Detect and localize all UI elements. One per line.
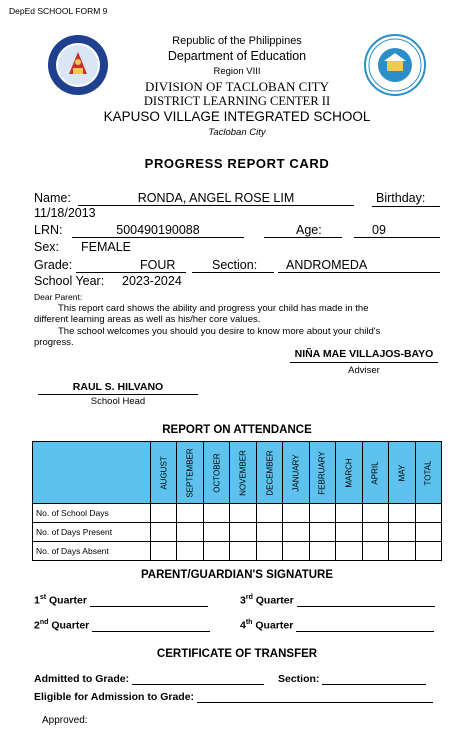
transfer-section-line[interactable] (322, 684, 426, 685)
table-row (33, 523, 442, 542)
month-label: NOVEMBER (238, 449, 248, 496)
transfer-heading: CERTIFICATE OF TRANSFER (156, 648, 318, 660)
q4-suffix: th (245, 619, 253, 626)
table-cell[interactable] (283, 542, 309, 561)
transfer-section-row (278, 673, 426, 685)
department-text: Department of Education (167, 49, 307, 63)
birthday-label: Birthday: (376, 191, 426, 205)
q3-number: 3 (240, 594, 246, 607)
table-row (33, 542, 442, 561)
month-header (203, 442, 229, 504)
table-cell[interactable] (256, 523, 282, 542)
approved-label: Approved: (42, 715, 88, 726)
admitted-line[interactable] (132, 684, 264, 685)
table-cell[interactable] (230, 523, 256, 542)
letter-p2-line2: progress. (34, 337, 74, 348)
q4-word: Quarter (255, 619, 294, 632)
q4-signature-line[interactable] (296, 631, 434, 632)
section-label: Section: (192, 258, 274, 273)
q4-number: 4 (240, 619, 246, 632)
table-cell[interactable] (309, 542, 335, 561)
adviser-role: Adviser (348, 365, 380, 376)
table-cell[interactable] (177, 542, 203, 561)
q2-number: 2 (34, 619, 40, 632)
table-cell[interactable] (151, 523, 177, 542)
transfer-section-label: Section: (278, 673, 320, 685)
month-label: FEBRUARY (317, 450, 327, 495)
admitted-row (34, 673, 264, 685)
table-cell[interactable] (309, 523, 335, 542)
eligible-row (34, 691, 433, 703)
table-cell[interactable] (203, 523, 229, 542)
district-text: DISTRICT LEARNING CENTER II (143, 94, 331, 108)
division-text: DIVISION OF TACLOBAN CITY (145, 79, 329, 94)
table-cell[interactable] (389, 504, 415, 523)
month-label: SEPTEMBER (185, 447, 195, 498)
table-row (33, 504, 442, 523)
city-text: Tacloban City (208, 127, 266, 138)
page-title: PROGRESS REPORT CARD (144, 156, 330, 171)
table-cell[interactable] (177, 523, 203, 542)
name-label: Name: (34, 191, 71, 205)
table-cell[interactable] (336, 504, 362, 523)
table-cell[interactable] (415, 523, 441, 542)
letter-p1-line2: different learning areas as well as his/her core values. (34, 314, 261, 325)
month-header (230, 442, 256, 504)
table-cell[interactable] (362, 504, 388, 523)
month-label: JANUARY (291, 453, 301, 492)
table-cell[interactable] (336, 542, 362, 561)
guardian-heading: PARENT/GUARDIAN'S SIGNATURE (140, 569, 334, 581)
month-header (283, 442, 309, 504)
table-cell[interactable] (230, 504, 256, 523)
eligible-label: Eligible for Admission to Grade: (34, 691, 195, 703)
q3-word: Quarter (255, 594, 294, 607)
letter-p1-line1: This report card shows the ability and progress your child has made in the (58, 303, 369, 314)
month-label: OCTOBER (212, 452, 222, 493)
table-cell[interactable] (336, 523, 362, 542)
region-text: Region VIII (213, 66, 261, 77)
row-label: No. of Days Present (33, 523, 151, 542)
table-cell[interactable] (230, 542, 256, 561)
table-cell[interactable] (362, 542, 388, 561)
birthday-underline (372, 206, 440, 207)
age-label: Age: (264, 223, 342, 238)
total-header (415, 442, 441, 504)
month-header (151, 442, 177, 504)
q1-signature-line[interactable] (90, 606, 208, 607)
q2-word: Quarter (51, 619, 90, 632)
head-role: School Head (90, 396, 146, 407)
attendance-heading: REPORT ON ATTENDANCE (162, 424, 312, 436)
month-header (309, 442, 335, 504)
q1-number: 1 (34, 594, 40, 607)
month-header (256, 442, 282, 504)
attendance-table (32, 441, 442, 561)
school-year-value: 2023-2024 (122, 274, 182, 288)
q1-suffix: st (39, 594, 47, 601)
table-cell[interactable] (362, 523, 388, 542)
attendance-header-row (33, 442, 442, 504)
lrn-value: 500490190088 (72, 223, 244, 238)
sex-value: FEMALE (81, 240, 132, 254)
month-label: AUGUST (159, 455, 169, 490)
grade-value: FOUR (76, 258, 186, 273)
q4-signature (240, 619, 434, 632)
salutation: Dear Parent: (34, 292, 83, 302)
q2-signature-line[interactable] (92, 631, 210, 632)
age-value: 09 (354, 223, 440, 238)
adviser-name: NIÑA MAE VILLAJOS-BAYO (290, 348, 438, 363)
table-cell[interactable] (283, 504, 309, 523)
grade-label: Grade: (34, 258, 73, 272)
letter-p2-line1: The school welcomes you should you desire to know more about your child's (58, 326, 381, 337)
section-value: ANDROMEDA (278, 258, 440, 273)
month-label: MAY (397, 464, 407, 481)
month-header (362, 442, 388, 504)
table-cell[interactable] (415, 504, 441, 523)
table-cell[interactable] (151, 504, 177, 523)
table-cell[interactable] (203, 542, 229, 561)
attendance-corner-cell (33, 442, 151, 504)
row-label: No. of Days Absent (33, 542, 151, 561)
table-cell[interactable] (203, 504, 229, 523)
total-label: TOTAL (423, 459, 433, 486)
row-label: No. of School Days (33, 504, 151, 523)
q3-signature-line[interactable] (297, 606, 435, 607)
month-header (177, 442, 203, 504)
lrn-label: LRN: (34, 223, 63, 237)
table-cell[interactable] (256, 504, 282, 523)
q1-signature (34, 594, 208, 607)
table-cell[interactable] (177, 504, 203, 523)
q3-suffix: rd (245, 594, 253, 601)
table-cell[interactable] (389, 542, 415, 561)
school-year-label: School Year: (34, 274, 105, 288)
admitted-label: Admitted to Grade: (34, 673, 130, 685)
eligible-line[interactable] (197, 702, 433, 703)
name-value: RONDA, ANGEL ROSE LIM (78, 191, 354, 206)
sex-label: Sex: (34, 240, 60, 254)
table-cell[interactable] (283, 523, 309, 542)
month-label: APRIL (370, 460, 380, 485)
q2-signature (34, 619, 210, 632)
table-cell[interactable] (389, 523, 415, 542)
q3-signature (240, 594, 435, 607)
republic-text: Republic of the Philippines (172, 35, 302, 47)
q2-suffix: nd (39, 619, 49, 626)
table-cell[interactable] (256, 542, 282, 561)
month-label: DECEMBER (265, 449, 275, 496)
school-name: KAPUSO VILLAGE INTEGRATED SCHOOL (103, 109, 371, 124)
birthday-value: 11/18/2013 (34, 206, 96, 220)
table-cell[interactable] (151, 542, 177, 561)
table-cell[interactable] (415, 542, 441, 561)
table-cell[interactable] (309, 504, 335, 523)
form-id: DepEd SCHOOL FORM 9 (9, 6, 108, 16)
month-header (336, 442, 362, 504)
head-name: RAUL S. HILVANO (38, 381, 198, 395)
month-label: MARCH (344, 457, 354, 488)
q1-word: Quarter (49, 594, 87, 607)
month-header (389, 442, 415, 504)
